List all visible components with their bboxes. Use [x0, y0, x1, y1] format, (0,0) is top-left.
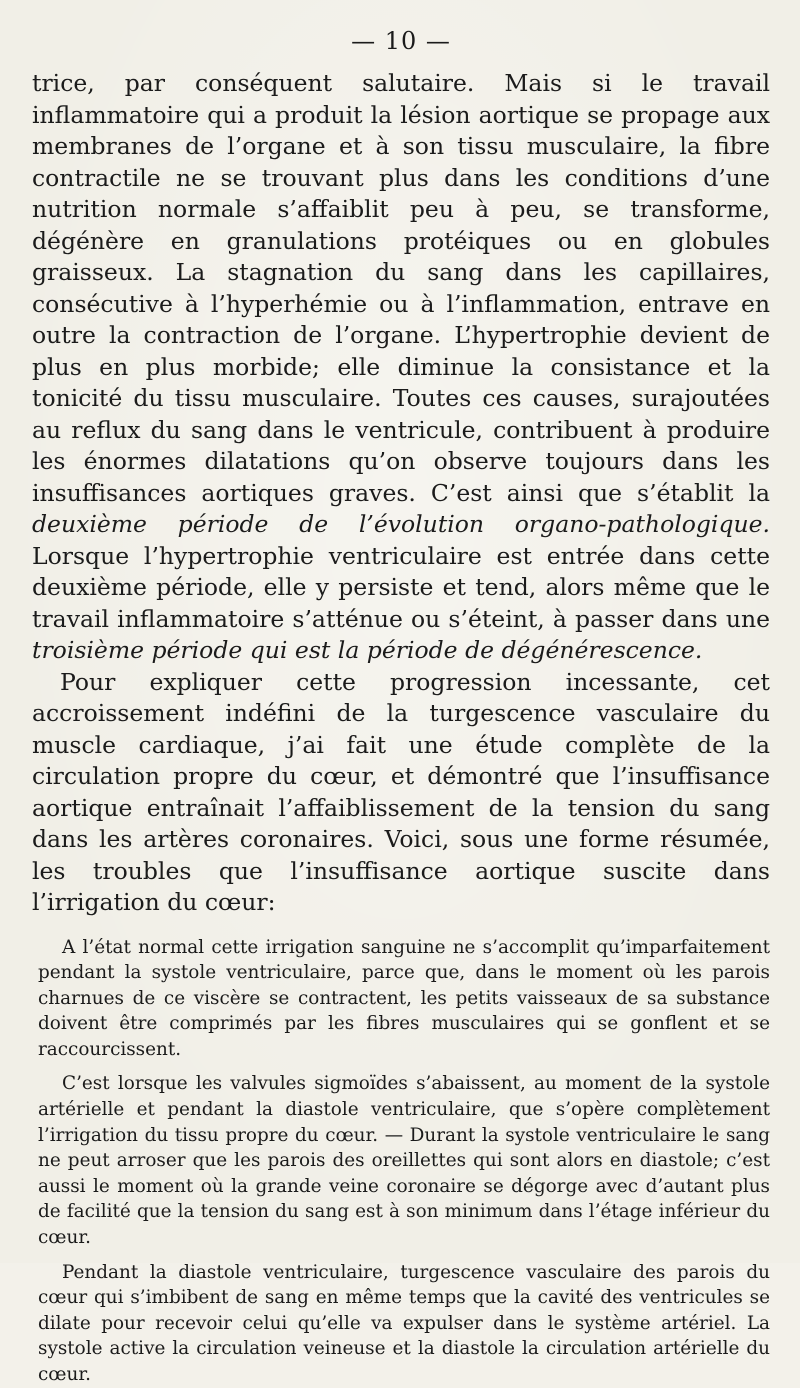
note-paragraph-1: A l’état normal cette irrigation sanguine ne s’accomplit qu’imparfaitement pendant la systole ventriculaire, parce que, dans le moment où les parois charnues de ce viscère se contractent, les petits vaisseaux de sa substance doivent être comprimés par les fibres musculaires qui se gonflent et se raccourcissent.: [38, 936, 770, 1060]
note-paragraph-3: Pendant la diastole ventriculaire, turgescence vasculaire des parois du cœur qui s’imbibent de sang en même temps que la cavité des ventricules se dilate pour recevoir celui qu’elle va expulser dans le système artériel. La systole active la circulation veineuse et la diastole la circulation artérielle du cœur.: [38, 1261, 770, 1385]
small-print-block: [32, 935, 770, 1388]
paragraph-2: Pour expliquer cette progression incessante, cet accroissement indéfini de la turgescence vasculaire du muscle cardiaque, j’ai fait une étude complète de la circulation propre du cœur, et démontré que l’insuffisance aortique entraînait l’affaiblissement de la tension du sang dans les artères coronaires. Voici, sous une forme résumée, les troubles que l’insuffisance aortique suscite dans l’irrigation du cœur:: [32, 667, 770, 916]
emphasis-troisieme-periode: troisième période qui est la période de dégénérescence.: [32, 636, 703, 664]
emphasis-deuxieme-periode: deuxième période de l’évolution organo-pathologique.: [32, 510, 770, 538]
paragraph-1: [32, 68, 770, 667]
note-paragraph-2: C’est lorsque les valvules sigmoïdes s’abaissent, au moment de la systole artérielle et pendant la diastole ventriculaire, que s’opère complètement l’irrigation du tissu propre du cœur. — Durant la systole ventriculaire le sang ne peut arroser que les parois des oreillettes qui sont alors en diastole; c’est aussi le moment où la grande veine coronaire se dégorge avec d’autant plus de facilité que la tension du sang est à son minimum dans l’étage inférieur du cœur.: [38, 1073, 770, 1249]
paragraph-1-part-a: trice, par conséquent salutaire. Mais si le travail inflammatoire qui a produit la lésion aortique se propage aux membranes de l’organe et à son tissu musculaire, la fibre contractile ne se trouvant plus dans les conditions d’une nutrition normale s’affaiblit peu à peu, se transforme, dégénère en granulations protéiques ou en globules graisseux. La stagnation du sang dans les capillaires, consécutive à l’hyperhémie ou à l’inflammation, entrave en outre la contraction de l’organe. L’hypertrophie devient de plus en plus morbide; elle diminue la consistance et la tonicité du tissu musculaire. Toutes ces causes, surajoutées au reflux du sang dans le ventricule, contribuent à produire les énormes dilatations qu’on observe toujours dans les insuffisances aortiques graves. C’est ainsi que s’établit la: [32, 69, 770, 507]
page-number: — 10 —: [351, 27, 451, 55]
paragraph-1-part-b: Lorsque l’hypertrophie ventriculaire est entrée dans cette deuxième période, elle y persiste et tend, alors même que le travail inflammatoire s’atténue ou s’éteint, à passer dans une: [32, 541, 770, 633]
main-text: [32, 68, 770, 919]
